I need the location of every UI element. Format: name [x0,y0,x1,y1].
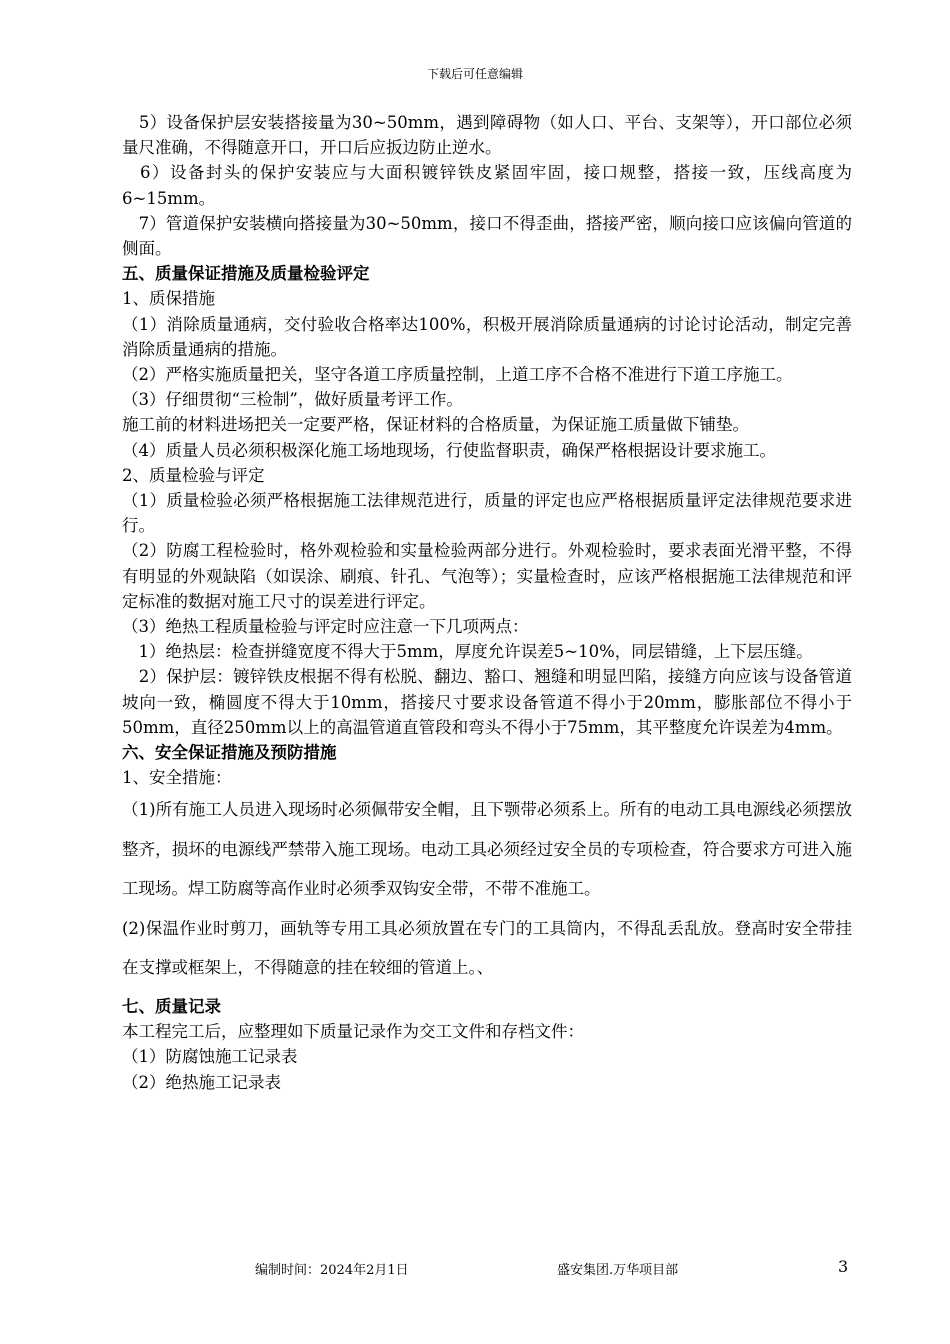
paragraph-quality-3: （3）仔细贯彻“三检制”，做好质量考评工作。 [122,390,463,410]
page-number: 3 [838,1257,849,1276]
paragraph-safety-2: (2)保温作业时剪刀，画轨等专用工具必须放置在专门的工具筒内，不得乱丢乱放。登高时安全带挂在支撑或框架上，不得随意的挂在较细的管道上。、 [122,918,852,978]
paragraph-equipment-overlap: 5）设备保护层安装搭接量为30~50mm，遇到障碍物（如人口、平台、支架等），开口部位必须量尺准确，不得随意开口，开口后应扳边防止逆水。 [122,113,852,158]
page-header: 下载后可任意编辑 [426,67,523,81]
paragraph-records-intro: 本工程完工后，应整理如下质量记录作为交工文件和存档文件： [122,1022,584,1042]
subheading-inspection: 2、质量检验与评定 [122,465,265,485]
footer-organization: 盛安集团.万华项目部 [557,1263,679,1278]
paragraph-quality-4: （4）质量人员必须积极深化施工场地现场，行使监督职责，确保严格根据设计要求施工。 [122,440,776,460]
list-item-record-2: （2）绝热施工记录表 [122,1072,281,1092]
document-body [122,110,852,1095]
paragraph-inspection-2: （2）防腐工程检验时，格外观检验和实量检验两部分进行。外观检验时，要求表面光滑平整，不得有明显的外观缺陷（如误涂、刷痕、针孔、气泡等）；实量检查时，应该严格根据施工法律规范和评定标准的数据对施工尺寸的误差进行评定。 [122,541,852,611]
subheading-safety-measures: 1、安全措施： [122,768,232,788]
page-footer [0,1259,950,1279]
paragraph-quality-2: （2）严格实施质量把关，坚守各道工序质量控制，上道工序不合格不准进行下道工序施工。 [122,365,793,385]
section-heading-quality: 五、质量保证措施及质量检验评定 [122,264,370,284]
paragraph-inspection-3: （3）绝热工程质量检验与评定时应注意一下几项两点： [122,617,529,637]
paragraph-protection-layer: 2）保护层：镀锌铁皮根据不得有松脱、翻边、豁口、翘缝和明显凹陷，接缝方向应该与设备管道坡向一致，椭圆度不得大于10mm，搭接尺寸要求设备管道不得小于20mm，膨胀部位不得小于50mm，直径250mm以上的高温管道直管段和弯头不得小于75mm，其平整度允许误差为4mm。 [122,667,852,737]
paragraph-quality-3b: 施工前的材料进场把关一定要严格，保证材料的合格质量，为保证施工质量做下铺垫。 [122,415,749,435]
paragraph-pipe-overlap: 7）管道保护安装横向搭接量为30~50mm，接口不得歪曲，搭接严密，顺向接口应该偏向管道的侧面。 [122,213,852,259]
footer-date: 编制时间：2024年2月1日 [255,1263,409,1278]
section-heading-safety: 六、安全保证措施及预防措施 [122,743,337,763]
paragraph-insulation-layer: 1）绝热层：检查拼缝宽度不得大于5mm，厚度允许误差5~10%，同层错缝，上下层压缝。 [122,642,813,662]
paragraph-inspection-1: （1）质量检验必须严格根据施工法律规范进行，质量的评定也应严格根据质量评定法律规范要求进行。 [122,491,852,536]
paragraph-head-protection: 6）设备封头的保护安装应与大面积镀锌铁皮紧固牢固，接口规整，搭接一致，压线高度为6~15mm。 [122,163,852,208]
list-item-record-1: （1）防腐蚀施工记录表 [122,1047,298,1067]
section-heading-records: 七、质量记录 [122,996,221,1016]
paragraph-quality-1: （1）消除质量通病，交付验收合格率达100%，积极开展消除质量通病的讨论讨论活动，制定完善消除质量通病的措施。 [122,314,852,359]
paragraph-safety-1: （1)所有施工人员进入现场时必须佩带安全帽，且下颚带必须系上。所有的电动工具电源线必须摆放整齐，损坏的电源线严禁带入施工现场。电动工具必须经过安全员的专项检查，符合要求方可进入施工现场。焊工防腐等高作业时必须季双钩安全带，不带不准施工。 [122,800,852,899]
subheading-quality-measures: 1、质保措施 [122,289,215,309]
